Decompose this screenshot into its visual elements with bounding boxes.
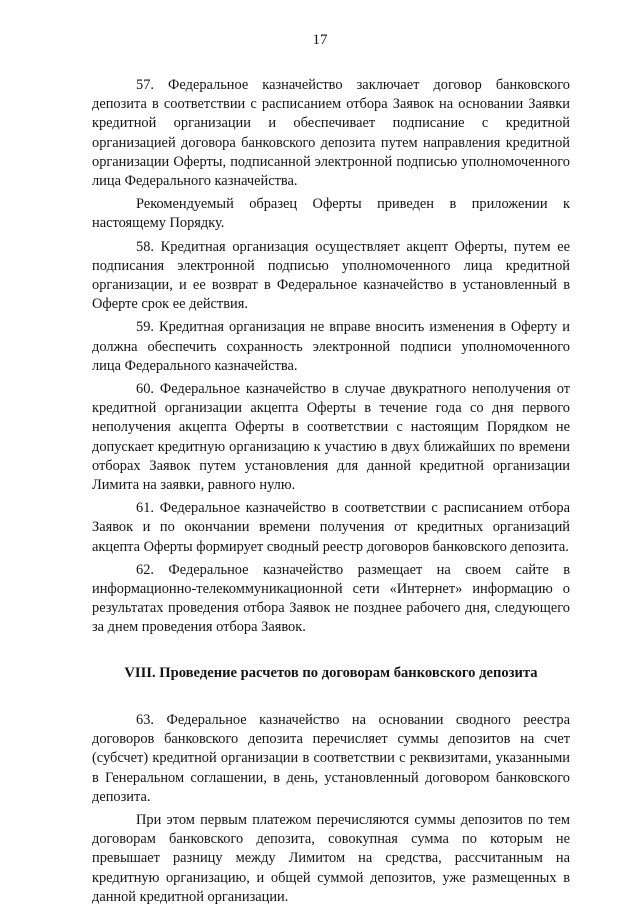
paragraph-57: 57. Федеральное казначейство заключает договор банковского депозита в соответствии с расписанием отбора Заявок на основании Заявки кредитной организации и обеспечивает подписание с кредитной организацией договора банковского депозита путем направления кредитной организации Оферты, подписанной электронной подписью уполномоченного лица Федерального казначейства. xyxy=(92,77,570,190)
paragraph-63: 63. Федеральное казначейство на основании сводного реестра договоров банковского депозита перечисляет суммы депозитов на счет (субсчет) кредитной организации в соответствии с реквизитами, указанными в Генеральном соглашении, в день, установленный договором банковского депозита. xyxy=(92,711,570,805)
document-body xyxy=(92,76,570,911)
page-number: 17 xyxy=(312,32,328,48)
paragraph-59: 59. Кредитная организация не вправе вносить изменения в Оферту и должна обеспечить сохранность электронной подписи уполномоченного лица Федерального казначейства. xyxy=(92,319,570,374)
paragraph-58: 58. Кредитная организация осуществляет акцепт Оферты, путем ее подписания электронной подписью уполномоченного лица кредитной организации, и ее возврат в Федеральное казначейство в установленный в Оферте срок ее действия. xyxy=(92,238,570,313)
paragraph-offer-sample: Рекомендуемый образец Оферты приведен в приложении к настоящему Порядку. xyxy=(92,196,570,232)
paragraph-61: 61. Федеральное казначейство в соответствии с расписанием отбора Заявок и по окончании времени получения от кредитных организаций акцепта Оферты формирует сводный реестр договоров банковского депозита. xyxy=(92,500,570,555)
section-heading: VIII. Проведение расчетов по договорам банковского депозита xyxy=(124,664,538,681)
paragraph-first-payment: При этом первым платежом перечисляются суммы депозитов по тем договорам банковского депозита, совокупная сумма по которым не превышает разницу между Лимитом на средства, рассчитанным на кредитную организацию, и общей суммой депозитов, уже размещенных в данной кредитной организации. xyxy=(92,811,570,905)
paragraph-62: 62. Федеральное казначейство размещает на своем сайте в информационно-телекоммуникационной сети «Интернет» информацию о результатах проведения отбора Заявок не позднее рабочего дня, следующего за днем проведения отбора Заявок. xyxy=(92,561,570,636)
paragraph-60: 60. Федеральное казначейство в случае двукратного неполучения от кредитной организации акцепта Оферты в течение года со дня первого неполучения акцепта Оферты в соответствии с настоящим Порядком не допускает кредитную организацию к участию в двух ближайших по времени отборах Заявок путем установления для данной кредитной организации Лимита на заявки, равного нулю. xyxy=(92,381,570,494)
